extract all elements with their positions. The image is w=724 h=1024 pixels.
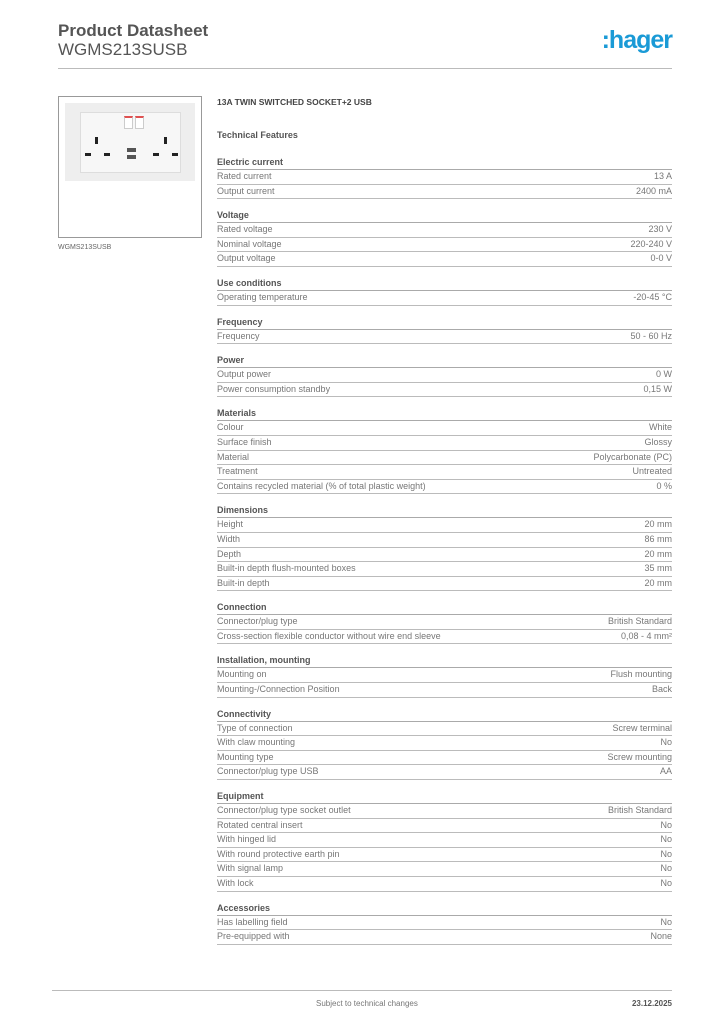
spec-value: 86 mm — [644, 533, 672, 544]
spec-row — [217, 804, 672, 819]
spec-row — [217, 862, 672, 877]
spec-value: No — [660, 916, 672, 927]
spec-content — [217, 96, 672, 945]
spec-value: No — [660, 848, 672, 859]
spec-value: Glossy — [644, 436, 672, 447]
spec-row — [217, 170, 672, 185]
spec-value: None — [650, 931, 672, 942]
spec-label: With round protective earth pin — [217, 848, 340, 859]
spec-label: Has labelling field — [217, 916, 288, 927]
section-heading: Use conditions — [217, 277, 672, 291]
spec-label: Output voltage — [217, 253, 276, 264]
spec-value: British Standard — [607, 805, 672, 816]
spec-row — [217, 736, 672, 751]
spec-label: Operating temperature — [217, 291, 308, 302]
spec-value: No — [660, 819, 672, 830]
spec-value: 35 mm — [644, 563, 672, 574]
switch-left — [124, 116, 133, 129]
spec-row — [217, 451, 672, 466]
spec-label: Rated current — [217, 171, 272, 181]
spec-label: With signal lamp — [217, 863, 284, 874]
spec-row — [217, 683, 672, 698]
spec-label: Mounting type — [217, 751, 274, 762]
spec-row — [217, 465, 672, 480]
section-heading: Voltage — [217, 209, 672, 223]
technical-features-heading: Technical Features — [217, 130, 298, 140]
spec-section — [217, 156, 672, 199]
spec-value: No — [660, 737, 672, 748]
section-heading: Dimensions — [217, 504, 672, 518]
spec-row — [217, 223, 672, 238]
spec-label: Cross-section flexible conductor without wire end sleeve — [217, 630, 441, 641]
spec-value: 220-240 V — [630, 238, 672, 249]
spec-value: 20 mm — [644, 548, 672, 559]
footer-note: Subject to technical changes — [316, 999, 418, 1008]
section-heading: Equipment — [217, 790, 672, 804]
section-heading: Power — [217, 354, 672, 368]
spec-value: -20-45 °C — [633, 291, 672, 302]
spec-row — [217, 577, 672, 592]
spec-row — [217, 916, 672, 931]
spec-row — [217, 848, 672, 863]
section-heading: Electric current — [217, 156, 672, 170]
spec-row — [217, 548, 672, 563]
spec-label: Output current — [217, 185, 275, 196]
spec-section — [217, 407, 672, 494]
spec-value: Polycarbonate (PC) — [593, 451, 672, 462]
spec-label: Built-in depth flush-mounted boxes — [217, 563, 356, 574]
spec-row — [217, 765, 672, 780]
spec-label: Power consumption standby — [217, 383, 331, 394]
spec-value: White — [648, 422, 672, 433]
spec-row — [217, 877, 672, 892]
spec-section — [217, 354, 672, 397]
spec-label: Height — [217, 519, 244, 530]
spec-value: 230 V — [648, 224, 672, 235]
spec-label: Width — [217, 533, 241, 544]
product-code: WGMS213SUSB — [58, 40, 188, 59]
spec-section — [217, 277, 672, 306]
spec-value: AA — [659, 766, 672, 777]
spec-label: Contains recycled material (% of total plastic weight) — [217, 480, 426, 491]
spec-row — [217, 185, 672, 200]
spec-value: 20 mm — [644, 577, 672, 588]
spec-section — [217, 504, 672, 591]
spec-label: Colour — [217, 422, 244, 433]
footer-divider — [52, 990, 672, 991]
spec-sections — [217, 156, 672, 945]
spec-section — [217, 790, 672, 892]
spec-row — [217, 562, 672, 577]
spec-row — [217, 436, 672, 451]
section-heading: Installation, mounting — [217, 654, 672, 668]
spec-label: Surface finish — [217, 436, 272, 447]
spec-label: Built-in depth — [217, 577, 270, 588]
spec-label: Depth — [217, 548, 242, 559]
spec-section — [217, 316, 672, 345]
spec-value: No — [660, 863, 672, 874]
spec-value: Untreated — [632, 466, 672, 477]
header-divider — [58, 68, 672, 69]
spec-row — [217, 252, 672, 267]
spec-row — [217, 421, 672, 436]
spec-label: Frequency — [217, 330, 260, 341]
spec-section — [217, 708, 672, 780]
spec-row — [217, 238, 672, 253]
spec-value: 0,08 - 4 mm² — [620, 630, 672, 641]
section-heading: Connection — [217, 601, 672, 615]
spec-row — [217, 833, 672, 848]
spec-label: Connector/plug type socket outlet — [217, 805, 351, 816]
spec-label: Output power — [217, 369, 272, 380]
spec-row — [217, 518, 672, 533]
spec-row — [217, 291, 672, 306]
spec-row — [217, 533, 672, 548]
page-title: Product Datasheet — [58, 21, 209, 40]
switch-right — [135, 116, 144, 129]
spec-value: No — [660, 834, 672, 845]
section-heading: Accessories — [217, 902, 672, 916]
spec-label: With hinged lid — [217, 834, 277, 845]
spec-row — [217, 615, 672, 630]
spec-value: 13 A — [653, 171, 672, 181]
spec-row — [217, 668, 672, 683]
footer-date: 23.12.2025 — [631, 999, 672, 1008]
spec-value: Flush mounting — [610, 669, 672, 680]
spec-value: 0 % — [656, 480, 672, 491]
spec-value: Screw terminal — [612, 722, 672, 733]
spec-value: 50 - 60 Hz — [630, 330, 672, 341]
spec-value: Screw mounting — [607, 751, 672, 762]
spec-value: 2400 mA — [635, 185, 672, 196]
spec-row — [217, 819, 672, 834]
spec-label: Pre-equipped with — [217, 931, 290, 942]
usb-port — [127, 148, 136, 152]
spec-value: 20 mm — [644, 519, 672, 530]
spec-label: Treatment — [217, 466, 258, 477]
usb-port — [127, 155, 136, 159]
spec-label: Rated voltage — [217, 224, 273, 235]
socket-plate — [65, 103, 195, 181]
section-heading: Frequency — [217, 316, 672, 330]
spec-label: With lock — [217, 878, 254, 888]
spec-value: Back — [651, 684, 672, 695]
spec-row — [217, 368, 672, 383]
spec-label: Mounting-/Connection Position — [217, 684, 340, 695]
spec-row — [217, 330, 672, 345]
spec-row — [217, 930, 672, 945]
spec-value: British Standard — [607, 616, 672, 627]
spec-section — [217, 902, 672, 945]
product-title: 13A TWIN SWITCHED SOCKET+2 USB — [217, 97, 372, 107]
spec-section — [217, 209, 672, 267]
image-caption: WGMS213SUSB — [58, 244, 112, 251]
spec-row — [217, 751, 672, 766]
section-heading: Connectivity — [217, 708, 672, 722]
spec-row — [217, 630, 672, 645]
spec-label: Rotated central insert — [217, 819, 303, 830]
spec-section — [217, 654, 672, 697]
hager-logo: :hager — [601, 26, 672, 54]
spec-label: Type of connection — [217, 722, 293, 733]
spec-label: Nominal voltage — [217, 238, 282, 249]
spec-section — [217, 601, 672, 644]
spec-value: No — [660, 878, 672, 888]
spec-row — [217, 383, 672, 398]
spec-value: 0-0 V — [650, 253, 672, 264]
spec-label: Material — [217, 451, 250, 462]
spec-value: 0 W — [655, 369, 672, 380]
spec-label: With claw mounting — [217, 737, 296, 748]
spec-value: 0,15 W — [643, 383, 672, 394]
spec-row — [217, 722, 672, 737]
spec-row — [217, 480, 672, 495]
spec-label: Connector/plug type USB — [217, 766, 319, 777]
product-image — [58, 96, 202, 238]
spec-label: Mounting on — [217, 669, 267, 680]
spec-label: Connector/plug type — [217, 616, 298, 627]
section-heading: Materials — [217, 407, 672, 421]
